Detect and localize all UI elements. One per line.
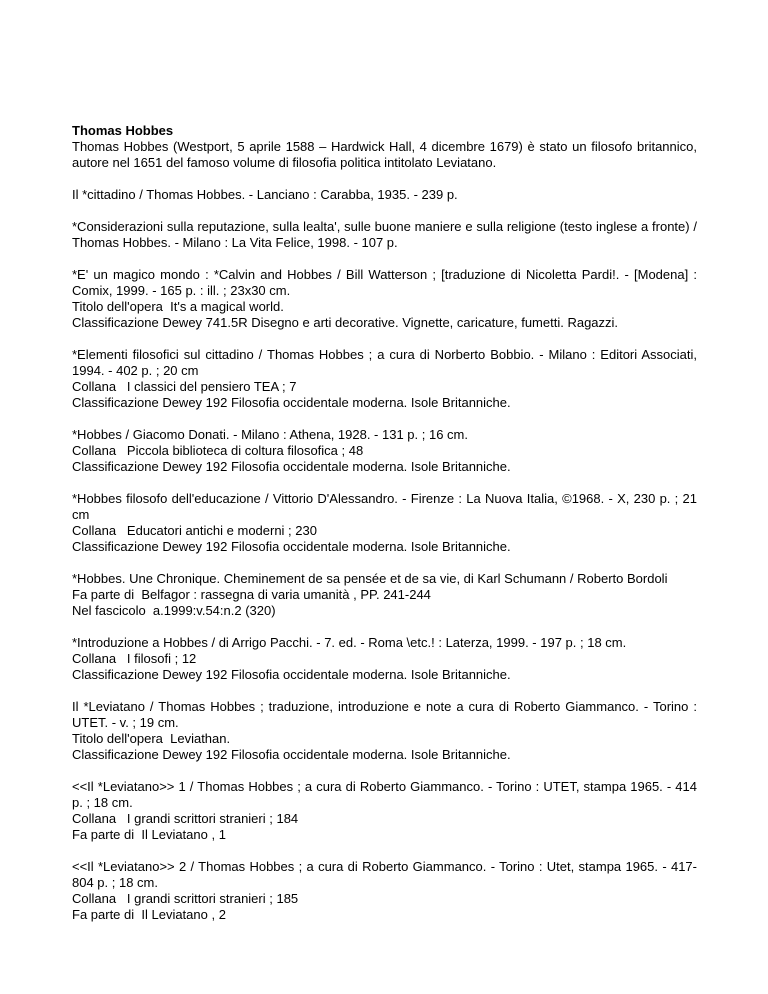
entry-dewey-classification: Classificazione Dewey 192 Filosofia occidentale moderna. Isole Britanniche. — [72, 747, 511, 762]
entry-part-of: Fa parte di Il Leviatano , 2 — [72, 907, 226, 922]
entry-original-title: Titolo dell'opera It's a magical world. — [72, 299, 284, 314]
bibliography-entry — [72, 859, 697, 923]
entry-citation: *Considerazioni sulla reputazione, sulla lealta', sulle buone maniere e sulla religione (testo inglese a fronte) / Thomas Hobbes. - Milano : La Vita Felice, 1998. - 107 p. — [72, 219, 697, 250]
entry-dewey-classification: Classificazione Dewey 192 Filosofia occidentale moderna. Isole Britanniche. — [72, 667, 511, 682]
entry-issue: Nel fascicolo a.1999:v.54:n.2 (320) — [72, 603, 276, 618]
entry-citation: Il *Leviatano / Thomas Hobbes ; traduzione, introduzione e note a cura di Roberto Giammanco. - Torino : UTET. - v. ; 19 cm. — [72, 699, 697, 730]
bibliography-entry — [72, 491, 697, 555]
entry-citation: <<Il *Leviatano>> 1 / Thomas Hobbes ; a cura di Roberto Giammanco. - Torino : UTET, stampa 1965. - 414 p. ; 18 cm. — [72, 779, 697, 810]
entry-citation: *E' un magico mondo : *Calvin and Hobbes / Bill Watterson ; [traduzione di Nicoletta Pardi!. - [Modena] : Comix, 1999. - 165 p. : ill. ; 23x30 cm. — [72, 267, 697, 298]
bibliography-entry — [72, 187, 697, 203]
document-title: Thomas Hobbes — [72, 123, 174, 138]
entry-original-title: Titolo dell'opera Leviathan. — [72, 731, 231, 746]
author-intro: Thomas Hobbes (Westport, 5 aprile 1588 – Hardwick Hall, 4 dicembre 1679) è stato un filosofo britannico, autore nel 1651 del famoso volume di filosofia politica intitolato Leviatano. — [72, 139, 697, 170]
entry-dewey-classification: Classificazione Dewey 192 Filosofia occidentale moderna. Isole Britanniche. — [72, 459, 511, 474]
entry-citation: *Hobbes. Une Chronique. Cheminement de sa pensée et de sa vie, di Karl Schumann / Roberto Bordoli — [72, 571, 668, 586]
entry-citation: Il *cittadino / Thomas Hobbes. - Lanciano : Carabba, 1935. - 239 p. — [72, 187, 458, 202]
entry-part-of: Fa parte di Il Leviatano , 1 — [72, 827, 226, 842]
bibliography-entry — [72, 635, 697, 683]
entry-citation: <<Il *Leviatano>> 2 / Thomas Hobbes ; a cura di Roberto Giammanco. - Torino : Utet, stampa 1965. - 417-804 p. ; 18 cm. — [72, 859, 697, 890]
bibliography-entry — [72, 779, 697, 843]
entry-citation: *Introduzione a Hobbes / di Arrigo Pacchi. - 7. ed. - Roma \etc.! : Laterza, 1999. - 197 p. ; 18 cm. — [72, 635, 627, 650]
entry-series: Collana I classici del pensiero TEA ; 7 — [72, 379, 297, 394]
bibliography-entry — [72, 427, 697, 475]
entry-citation: *Hobbes filosofo dell'educazione / Vittorio D'Alessandro. - Firenze : La Nuova Italia, ©1968. - X, 230 p. ; 21 cm — [72, 491, 697, 522]
entry-series: Collana I grandi scrittori stranieri ; 185 — [72, 891, 299, 906]
entry-series: Collana I grandi scrittori stranieri ; 184 — [72, 811, 299, 826]
entry-series: Collana Educatori antichi e moderni ; 230 — [72, 523, 317, 538]
entry-dewey-classification: Classificazione Dewey 192 Filosofia occidentale moderna. Isole Britanniche. — [72, 539, 511, 554]
document-page — [72, 123, 697, 939]
entry-series: Collana I filosofi ; 12 — [72, 651, 197, 666]
entry-citation: *Hobbes / Giacomo Donati. - Milano : Athena, 1928. - 131 p. ; 16 cm. — [72, 427, 468, 442]
bibliography-entry — [72, 571, 697, 619]
entry-series: Collana Piccola biblioteca di coltura filosofica ; 48 — [72, 443, 364, 458]
bibliography-entry — [72, 699, 697, 763]
entry-part-of: Fa parte di Belfagor : rassegna di varia umanità , PP. 241-244 — [72, 587, 431, 602]
document-header — [72, 123, 697, 171]
bibliography-entry — [72, 347, 697, 411]
entry-dewey-classification: Classificazione Dewey 192 Filosofia occidentale moderna. Isole Britanniche. — [72, 395, 511, 410]
bibliography-entry — [72, 267, 697, 331]
entry-dewey-classification: Classificazione Dewey 741.5R Disegno e arti decorative. Vignette, caricature, fumetti. Ragazzi. — [72, 315, 619, 330]
bibliography-entry — [72, 219, 697, 251]
entry-citation: *Elementi filosofici sul cittadino / Thomas Hobbes ; a cura di Norberto Bobbio. - Milano : Editori Associati, 1994. - 402 p. ; 20 cm — [72, 347, 697, 378]
